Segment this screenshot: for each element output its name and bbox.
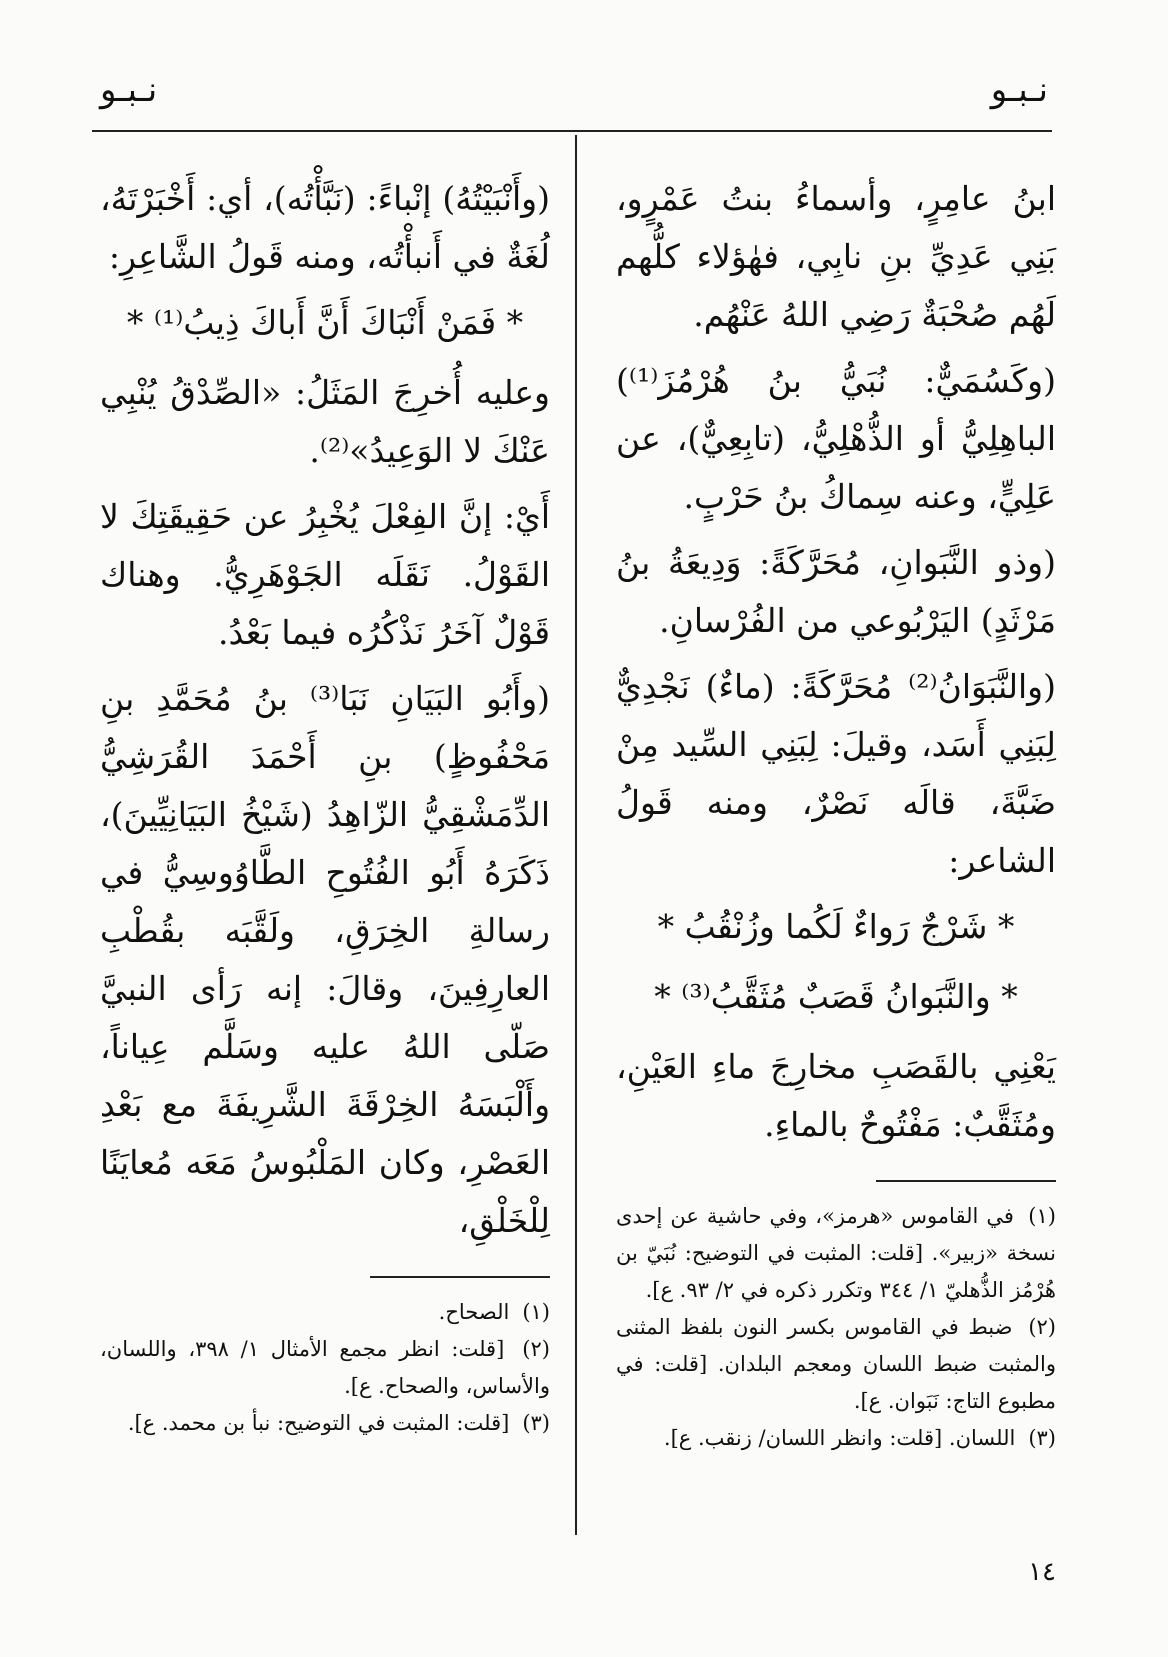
- paragraph: ابنُ عامِرٍ، وأسماءُ بنتُ عَمْرٍو، بَنِي عَدِيِّ بنِ نابِي، فهٰؤلاء كلُّهم لَهُم صُحْبَةٌ رَضِي اللهُ عَنْهُم.: [616, 179, 1056, 334]
- header-rule: [92, 130, 1052, 132]
- footnote-number: (١): [522, 1300, 550, 1324]
- footnote: [616, 1309, 1056, 1420]
- footnote: [100, 1294, 550, 1331]
- footnote-rule: [370, 1276, 550, 1278]
- footnote-number: (١): [1028, 1204, 1056, 1228]
- footnote-text: ضبط في القاموس بكسر النون بلفظ المثنى والمثبت ضبط اللسان ومعجم البلدان. [قلت: في مطبوع التاج: نَبَوان. ع].: [616, 1315, 1056, 1413]
- footnote: [100, 1405, 550, 1442]
- running-header-left: نـبـو: [100, 70, 158, 110]
- page-number: ١٤: [1028, 1557, 1056, 1587]
- paragraph: أَيْ: إنَّ الفِعْلَ يُخْبِرُ عن حَقِيقَتِكَ لا القَوْلُ. نَقَلَه الجَوْهَرِيُّ. وهناك قَوْلٌ آخَرُ نَذْكُرُه فيما بَعْدُ.: [100, 497, 550, 652]
- paragraph: (وذو النَّبَوانِ، مُحَرَّكَةً: وَدِيعَةُ بنُ مَرْثَدٍ) اليَرْبُوعي من الفُرْسانِ.: [616, 543, 1056, 640]
- footnote-text: اللسان. [قلت: وانظر اللسان/ زنقب. ع].: [663, 1426, 1016, 1450]
- right-column: [616, 170, 1056, 1457]
- footnote: [100, 1331, 550, 1405]
- verse-line: * والنَّبَوانُ قَصَبٌ مُثَقَّبُ⁽³⁾ *: [654, 977, 1018, 1016]
- footnote-number: (٢): [1028, 1315, 1056, 1339]
- column-divider: [575, 135, 577, 1535]
- footnote-text: [قلت: انظر مجمع الأمثال ١/ ٣٩٨، واللسان، والأساس، والصحاح. ع].: [100, 1337, 550, 1398]
- verse-line: * فَمَنْ أَنْبَاكَ أَنَّ أَباكَ ذِيبُ⁽¹⁾ *: [126, 303, 524, 342]
- footnote-rule: [876, 1180, 1056, 1182]
- footnote-text: الصحاح.: [438, 1300, 510, 1324]
- footnote-number: (٣): [1028, 1426, 1056, 1450]
- paragraph: (وكَسُمَيٌّ: نُبَيُّ بنُ هُرْمُزَ⁽¹⁾) الباهِلِيُّ أو الذُّهْلِيُّ، (تابِعِيٌّ)، عن عَلِيٍّ، وعنه سِماكُ بنُ حَرْبٍ.: [616, 361, 1056, 516]
- footnote-number: (٣): [522, 1411, 550, 1435]
- footnote-number: (٢): [522, 1337, 550, 1361]
- footnote-text: [قلت: المثبت في التوضيح: نبأ بن محمد. ع].: [127, 1411, 510, 1435]
- paragraph: وعليه أُخرِجَ المَثَلُ: «الصِّدْقُ يُنْبِي عَنْكَ لا الوَعِيدُ»⁽²⁾.: [100, 373, 550, 470]
- running-header-right: نـبـو: [990, 70, 1048, 110]
- paragraph: (وأَنْبَيْتُهُ) إنْباءً: (نَبَّأْتُه)، أي: أَخْبَرْتَهُ، لُغَةٌ في أَنبأْتُه، ومنه قَولُ الشَّاعِرِ:: [100, 179, 550, 276]
- verse-line: * شَرْجٌ رَواءٌ لَكُما وزُنْقُبُ *: [657, 907, 1015, 946]
- left-column: [100, 170, 550, 1442]
- footnote: [616, 1420, 1056, 1457]
- footnote: [616, 1198, 1056, 1309]
- paragraph: يَعْنِي بالقَصَبِ مخارِجَ ماءِ العَيْنِ، ومُثَقَّبٌ: مَفْتُوحٌ بالماءِ.: [616, 1047, 1056, 1144]
- paragraph: (والنَّبَوَانُ⁽²⁾ مُحَرَّكَةً: (ماءٌ) نَجْدِيٌّ لِبَنِي أَسَد، وقيلَ: لِبَنِي السِّيد مِنْ ضَبَّةَ، قالَه نَصْرٌ، ومنه قَولُ الشاعر:: [616, 667, 1056, 880]
- paragraph: (وأَبُو البَيَانِ نَبَا⁽³⁾ بنُ مُحَمَّدِ بنِ مَحْفُوظٍ) بنِ أَحْمَدَ القُرَشِيُّ الدِّمَشْقِيُّ الزّاهِدُ (شَيْخُ البَيَانِيِّينَ)، ذَكَرَهُ أَبُو الفُتُوحِ الطَّاوُوسِيُّ في رسالةِ الخِرَقِ، ولَقَّبَه بقُطْبِ العارِفِينَ، وقالَ: إنه رَأى النبيَّ صَلّى اللهُ عليه وسَلَّم عِياناً، وأَلْبَسَهُ الخِرْقَةَ الشَّرِيفَةَ مع بَعْدِ العَصْرِ، وكان المَلْبُوسُ مَعَه مُعايَنًا لِلْخَلْقِ،: [100, 679, 551, 1240]
- footnote-text: في القاموس «هرمز»، وفي حاشية عن إحدى نسخة «زبير». [قلت: المثبت في التوضيح: نُبَيّ بن هُرْمُز الذُّهليّ ١/ ٣٤٤ وتكرر ذكره في ٢/ ٩٣. ع].: [616, 1204, 1056, 1302]
